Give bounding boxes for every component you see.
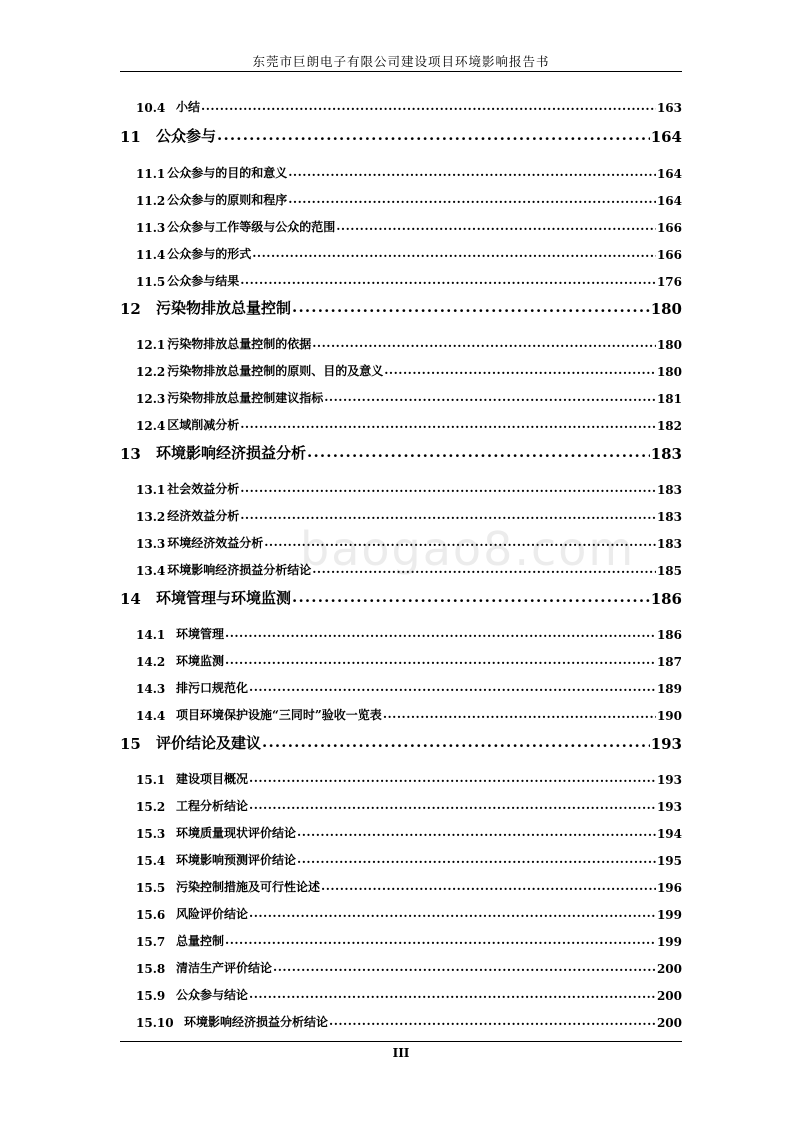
toc-entry-title: 经济效益分析 — [167, 509, 240, 523]
toc-section-row[interactable] — [120, 705, 682, 723]
toc-page-number: 186 — [650, 590, 682, 608]
toc-entry-title: 风险评价结论 — [176, 907, 249, 921]
toc-entry-title: 污染物排放总量控制的依据 — [167, 337, 312, 351]
toc-entry-title: 清洁生产评价结论 — [176, 961, 273, 975]
toc-entry-title: 项目环境保护设施“三同时”验收一览表 — [176, 708, 382, 722]
toc-entry-title: 公众参与工作等级与公众的范围 — [167, 220, 336, 234]
footer-rule — [120, 1041, 682, 1042]
toc-section-row[interactable] — [120, 244, 682, 262]
toc-entry-number: 15.7 — [136, 935, 166, 949]
toc-entry-title: 污染物排放总量控制的原则、目的及意义 — [167, 364, 384, 378]
toc-entry-number: 15.4 — [136, 854, 166, 868]
toc-dot-leader — [201, 99, 656, 113]
toc-entry-title: 污染物排放总量控制建议指标 — [167, 391, 324, 405]
toc-dot-leader — [292, 298, 650, 316]
toc-dot-leader — [307, 443, 650, 461]
toc-entry-title: 环境影响预测评价结论 — [176, 853, 297, 867]
toc-page-number: 200 — [656, 962, 682, 976]
toc-entry-number: 12.3 — [136, 392, 166, 406]
toc-section-row[interactable] — [120, 271, 682, 289]
toc-entry-title: 环境影响经济损益分析结论 — [184, 1015, 329, 1029]
toc-dot-leader — [329, 1014, 656, 1028]
toc-page-number: 199 — [656, 908, 682, 922]
toc-page-number: 193 — [656, 800, 682, 814]
toc-dot-leader — [249, 906, 656, 920]
toc-section-row[interactable] — [120, 506, 682, 524]
toc-page-number: 181 — [656, 392, 682, 406]
toc-entry-number: 15.6 — [136, 908, 166, 922]
toc-section-row[interactable] — [120, 651, 682, 669]
toc-dot-leader — [297, 825, 656, 839]
toc-page-number: 180 — [650, 300, 682, 318]
toc-page-number: 186 — [656, 628, 682, 642]
toc-page-number: 182 — [656, 419, 682, 433]
toc-entry-number: 15.9 — [136, 989, 166, 1003]
header-rule — [120, 71, 682, 72]
toc-dot-leader — [312, 562, 656, 576]
toc-entry-number: 11.3 — [136, 221, 166, 235]
toc-entry-number: 11.1 — [136, 167, 166, 181]
toc-entry-number: 15 — [120, 735, 141, 753]
toc-dot-leader — [288, 165, 656, 179]
toc-dot-leader — [273, 960, 656, 974]
toc-entry-title: 评价结论及建议 — [156, 734, 262, 752]
toc-entry-number: 13.4 — [136, 564, 166, 578]
toc-page-number: 183 — [656, 510, 682, 524]
toc-page-number: 190 — [656, 709, 682, 723]
toc-page-number: 200 — [656, 1016, 682, 1030]
toc-entry-title: 公众参与的原则和程序 — [167, 193, 288, 207]
toc-dot-leader — [225, 933, 656, 947]
toc-section-row[interactable] — [120, 850, 682, 868]
toc-dot-leader — [262, 733, 650, 751]
toc-entry-title: 社会效益分析 — [167, 482, 240, 496]
toc-page-number: 164 — [656, 194, 682, 208]
toc-entry-number: 13.3 — [136, 537, 166, 551]
toc-page-number: 176 — [656, 275, 682, 289]
toc-page-number: 164 — [650, 128, 682, 146]
toc-section-row[interactable] — [120, 904, 682, 922]
toc-dot-leader — [321, 879, 656, 893]
toc-entry-title: 环境影响经济损益分析 — [156, 444, 307, 462]
toc-page-number: 164 — [656, 167, 682, 181]
toc-entry-number: 15.2 — [136, 800, 166, 814]
running-header-title: 东莞市巨朗电子有限公司建设项目环境影响报告书 — [252, 54, 550, 69]
toc-entry-title: 环境质量现状评价结论 — [176, 826, 297, 840]
toc-chapter-row[interactable] — [120, 296, 682, 318]
toc-page-number: 194 — [656, 827, 682, 841]
toc-dot-leader — [336, 219, 656, 233]
toc-entry-number: 14.4 — [136, 709, 166, 723]
toc-entry-number: 11.5 — [136, 275, 166, 289]
toc-entry-number: 13.2 — [136, 510, 166, 524]
toc-entry-title: 环境管理与环境监测 — [156, 589, 292, 607]
toc-section-row[interactable] — [120, 190, 682, 208]
toc-dot-leader — [288, 192, 656, 206]
toc-entry-title: 公众参与结果 — [167, 274, 240, 288]
toc-section-row[interactable] — [120, 415, 682, 433]
toc-section-row[interactable] — [120, 533, 682, 551]
toc-entry-title: 排污口规范化 — [176, 681, 249, 695]
toc-page-number: 200 — [656, 989, 682, 1003]
toc-dot-leader — [384, 363, 656, 377]
toc-dot-leader — [240, 417, 656, 431]
toc-entry-title: 环境监测 — [176, 654, 225, 668]
toc-section-row[interactable] — [120, 361, 682, 379]
toc-dot-leader — [249, 798, 656, 812]
toc-entry-number: 12.2 — [136, 365, 166, 379]
toc-dot-leader — [249, 771, 656, 785]
toc-page-number: 196 — [656, 881, 682, 895]
toc-page-number: 185 — [656, 564, 682, 578]
toc-dot-leader — [264, 535, 656, 549]
toc-entry-number: 15.3 — [136, 827, 166, 841]
toc-section-row[interactable] — [120, 1012, 682, 1030]
toc-page-number: 183 — [650, 445, 682, 463]
toc-page-number: 166 — [656, 248, 682, 262]
toc-dot-leader — [292, 588, 650, 606]
toc-section-row[interactable] — [120, 958, 682, 976]
footer-page-number: III — [392, 1046, 410, 1060]
toc-section-row[interactable] — [120, 97, 682, 115]
toc-dot-leader — [252, 246, 656, 260]
toc-entry-title: 建设项目概况 — [176, 772, 249, 786]
toc-entry-title: 环境经济效益分析 — [167, 536, 264, 550]
toc-page-number: 195 — [656, 854, 682, 868]
toc-entry-number: 12.4 — [136, 419, 166, 433]
toc-entry-title: 公众参与的形式 — [167, 247, 252, 261]
toc-page-number: 163 — [656, 101, 682, 115]
toc-dot-leader — [249, 987, 656, 1001]
toc-entry-number: 15.5 — [136, 881, 166, 895]
toc-entry-number: 11.2 — [136, 194, 166, 208]
toc-dot-leader — [217, 126, 650, 144]
toc-entry-number: 13.1 — [136, 483, 166, 497]
toc-section-row[interactable] — [120, 624, 682, 642]
toc-dot-leader — [240, 273, 656, 287]
toc-entry-number: 14 — [120, 590, 141, 608]
toc-dot-leader — [240, 508, 656, 522]
toc-section-row[interactable] — [120, 823, 682, 841]
toc-entry-title: 环境管理 — [176, 627, 225, 641]
toc-dot-leader — [240, 481, 656, 495]
toc-entry-title: 总量控制 — [176, 934, 225, 948]
toc-section-row[interactable] — [120, 479, 682, 497]
toc-section-row[interactable] — [120, 560, 682, 578]
toc-entry-title: 区域削减分析 — [167, 418, 240, 432]
toc-page-number: 166 — [656, 221, 682, 235]
toc-section-row[interactable] — [120, 334, 682, 352]
toc-section-row[interactable] — [120, 877, 682, 895]
toc-page-number: 189 — [656, 682, 682, 696]
toc-chapter-row[interactable] — [120, 731, 682, 753]
toc-entry-title: 污染控制措施及可行性论述 — [176, 880, 321, 894]
toc-entry-title: 工程分析结论 — [176, 799, 249, 813]
toc-entry-number: 14.1 — [136, 628, 166, 642]
toc-chapter-row[interactable] — [120, 124, 682, 146]
toc-entry-number: 11 — [120, 128, 141, 146]
toc-entry-title: 公众参与的目的和意义 — [167, 166, 288, 180]
toc-entry-title: 小结 — [176, 100, 201, 114]
toc-section-row[interactable] — [120, 931, 682, 949]
toc-entry-number: 10.4 — [136, 101, 166, 115]
toc-entry-title: 公众参与 — [156, 127, 217, 145]
toc-dot-leader — [249, 680, 656, 694]
toc-section-row[interactable] — [120, 769, 682, 787]
toc-page-number: 193 — [650, 735, 682, 753]
watermark: baogao8.com — [300, 522, 636, 576]
toc-page-number: 183 — [656, 537, 682, 551]
toc-page-number: 180 — [656, 365, 682, 379]
toc-entry-number: 12 — [120, 300, 141, 318]
toc-entry-number: 11.4 — [136, 248, 166, 262]
toc-dot-leader — [225, 626, 656, 640]
toc-page-number: 193 — [656, 773, 682, 787]
toc-entry-number: 15.10 — [136, 1016, 174, 1030]
toc-dot-leader — [225, 653, 656, 667]
toc-dot-leader — [312, 336, 656, 350]
toc-page-number: 187 — [656, 655, 682, 669]
toc-dot-leader — [324, 390, 656, 404]
toc-page-number: 183 — [656, 483, 682, 497]
toc-entry-title: 污染物排放总量控制 — [156, 299, 292, 317]
toc-section-row[interactable] — [120, 985, 682, 1003]
toc-dot-leader — [383, 707, 656, 721]
toc-section-row[interactable] — [120, 796, 682, 814]
toc-entry-number: 13 — [120, 445, 141, 463]
toc-entry-number: 14.3 — [136, 682, 166, 696]
toc-dot-leader — [297, 852, 656, 866]
toc-entry-title: 环境影响经济损益分析结论 — [167, 563, 312, 577]
toc-entry-number: 12.1 — [136, 338, 166, 352]
toc-entry-number: 14.2 — [136, 655, 166, 669]
toc-section-row[interactable] — [120, 217, 682, 235]
toc-section-row[interactable] — [120, 388, 682, 406]
toc-section-row[interactable] — [120, 163, 682, 181]
toc-chapter-row[interactable] — [120, 441, 682, 463]
toc-chapter-row[interactable] — [120, 586, 682, 608]
toc-page-number: 180 — [656, 338, 682, 352]
toc-entry-number: 15.8 — [136, 962, 166, 976]
toc-entry-number: 15.1 — [136, 773, 166, 787]
toc-page-number: 199 — [656, 935, 682, 949]
toc-section-row[interactable] — [120, 678, 682, 696]
toc-entry-title: 公众参与结论 — [176, 988, 249, 1002]
